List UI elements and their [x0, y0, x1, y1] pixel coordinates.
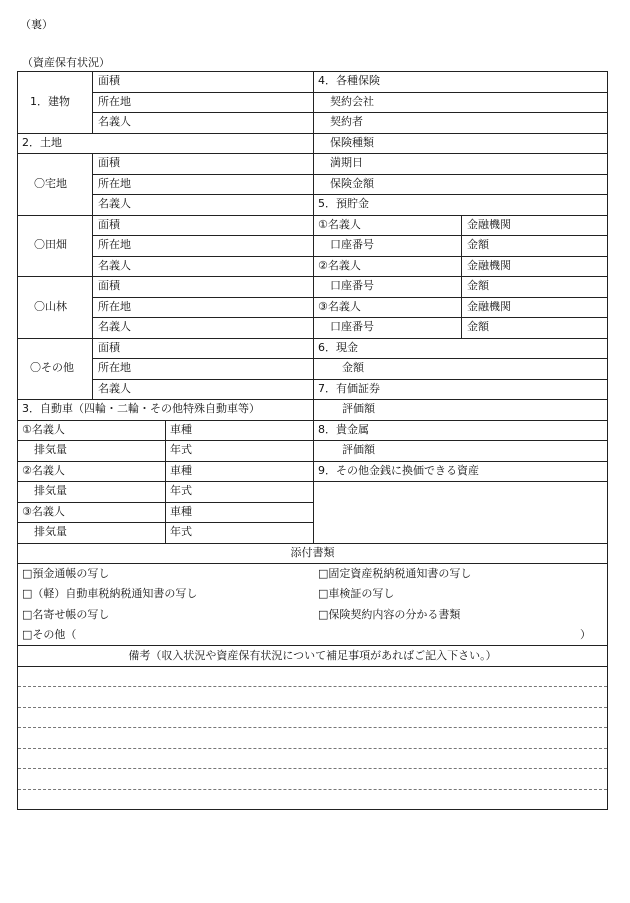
side-label: （裏） — [20, 18, 53, 31]
land-farmland-owner: 名義人 — [98, 259, 131, 272]
land-other-owner: 名義人 — [98, 382, 131, 395]
vehicle3-owner: ③名義人 — [22, 505, 65, 518]
attachment-fixed-tax[interactable]: □固定資産税納税通知書の写し — [318, 567, 472, 580]
savings3-institution: 金融機関 — [467, 300, 511, 313]
land-farmland-label: 〇田畑 — [34, 238, 67, 251]
vehicle1-owner: ①名義人 — [22, 423, 65, 436]
savings2-amount: 金額 — [467, 279, 489, 292]
buildings-title: 1．建物 — [30, 95, 70, 108]
cash-amount: 金額 — [342, 361, 364, 374]
land-other-location: 所在地 — [98, 361, 131, 374]
vehicle2-displacement: 排気量 — [34, 484, 67, 497]
land-forest-label: 〇山林 — [34, 300, 67, 313]
land-residential-area: 面積 — [98, 156, 120, 169]
buildings-owner-label: 名義人 — [98, 115, 131, 128]
savings1-amount: 金額 — [467, 238, 489, 251]
securities-value: 評価額 — [342, 402, 375, 415]
vehicle3-model: 車種 — [170, 505, 192, 518]
vehicle3-displacement: 排気量 — [34, 525, 67, 538]
savings3-account: 口座番号 — [330, 320, 374, 333]
metals-value: 評価額 — [342, 443, 375, 456]
savings3-amount: 金額 — [467, 320, 489, 333]
buildings-area-label: 面積 — [98, 74, 120, 87]
savings3-owner: ③名義人 — [318, 300, 361, 313]
land-residential-label: 〇宅地 — [34, 177, 67, 190]
securities-title: 7．有価証券 — [318, 382, 380, 395]
land-forest-owner: 名義人 — [98, 320, 131, 333]
vehicle2-model: 車種 — [170, 464, 192, 477]
savings1-account: 口座番号 — [330, 238, 374, 251]
insurance-title: 4．各種保険 — [318, 74, 380, 87]
land-other-area: 面積 — [98, 341, 120, 354]
insurance-maturity: 満期日 — [330, 156, 363, 169]
vehicle1-model: 車種 — [170, 423, 192, 436]
vehicle2-year: 年式 — [170, 484, 192, 497]
remarks-title: 備考（収入状況や資産保有状況について補足事項があればご記入下さい。） — [128, 649, 497, 662]
land-farmland-area: 面積 — [98, 218, 120, 231]
savings1-owner: ①名義人 — [318, 218, 361, 231]
attachment-register[interactable]: □名寄せ帳の写し — [22, 608, 110, 621]
attachment-insurance-doc[interactable]: □保険契約内容の分かる書類 — [318, 608, 461, 621]
land-other-label: 〇その他 — [30, 361, 74, 374]
land-farmland-location: 所在地 — [98, 238, 131, 251]
savings2-owner: ②名義人 — [318, 259, 361, 272]
land-residential-location: 所在地 — [98, 177, 131, 190]
land-forest-area: 面積 — [98, 279, 120, 292]
insurance-company: 契約会社 — [330, 95, 374, 108]
vehicle2-owner: ②名義人 — [22, 464, 65, 477]
insurance-amount: 保険金額 — [330, 177, 374, 190]
section-title: （資産保有状況） — [22, 56, 110, 69]
cash-title: 6．現金 — [318, 341, 358, 354]
savings1-institution: 金融機関 — [467, 218, 511, 231]
attachment-other[interactable]: □その他（ — [22, 628, 77, 641]
other-assets-title: 9．その他金銭に換価できる資産 — [318, 464, 479, 477]
attachment-bankbook[interactable]: □預金通帳の写し — [22, 567, 110, 580]
savings2-account: 口座番号 — [330, 279, 374, 292]
insurance-type: 保険種類 — [330, 136, 374, 149]
attachments-title: 添付書類 — [290, 546, 335, 559]
attachment-other-close: ） — [580, 628, 591, 641]
vehicle1-year: 年式 — [170, 443, 192, 456]
savings-title: 5．預貯金 — [318, 197, 369, 210]
vehicles-title: 3．自動車（四輪・二輪・その他特殊自動車等） — [22, 402, 260, 415]
vehicle1-displacement: 排気量 — [34, 443, 67, 456]
land-title: 2．土地 — [22, 136, 62, 149]
attachment-inspection[interactable]: □車検証の写し — [318, 587, 395, 600]
buildings-location-label: 所在地 — [98, 95, 131, 108]
attachment-car-tax[interactable]: □（軽）自動車税納税通知書の写し — [22, 587, 198, 600]
metals-title: 8．貴金属 — [318, 423, 369, 436]
land-forest-location: 所在地 — [98, 300, 131, 313]
insurance-holder: 契約者 — [330, 115, 363, 128]
vehicle3-year: 年式 — [170, 525, 192, 538]
savings2-institution: 金融機関 — [467, 259, 511, 272]
land-residential-owner: 名義人 — [98, 197, 131, 210]
